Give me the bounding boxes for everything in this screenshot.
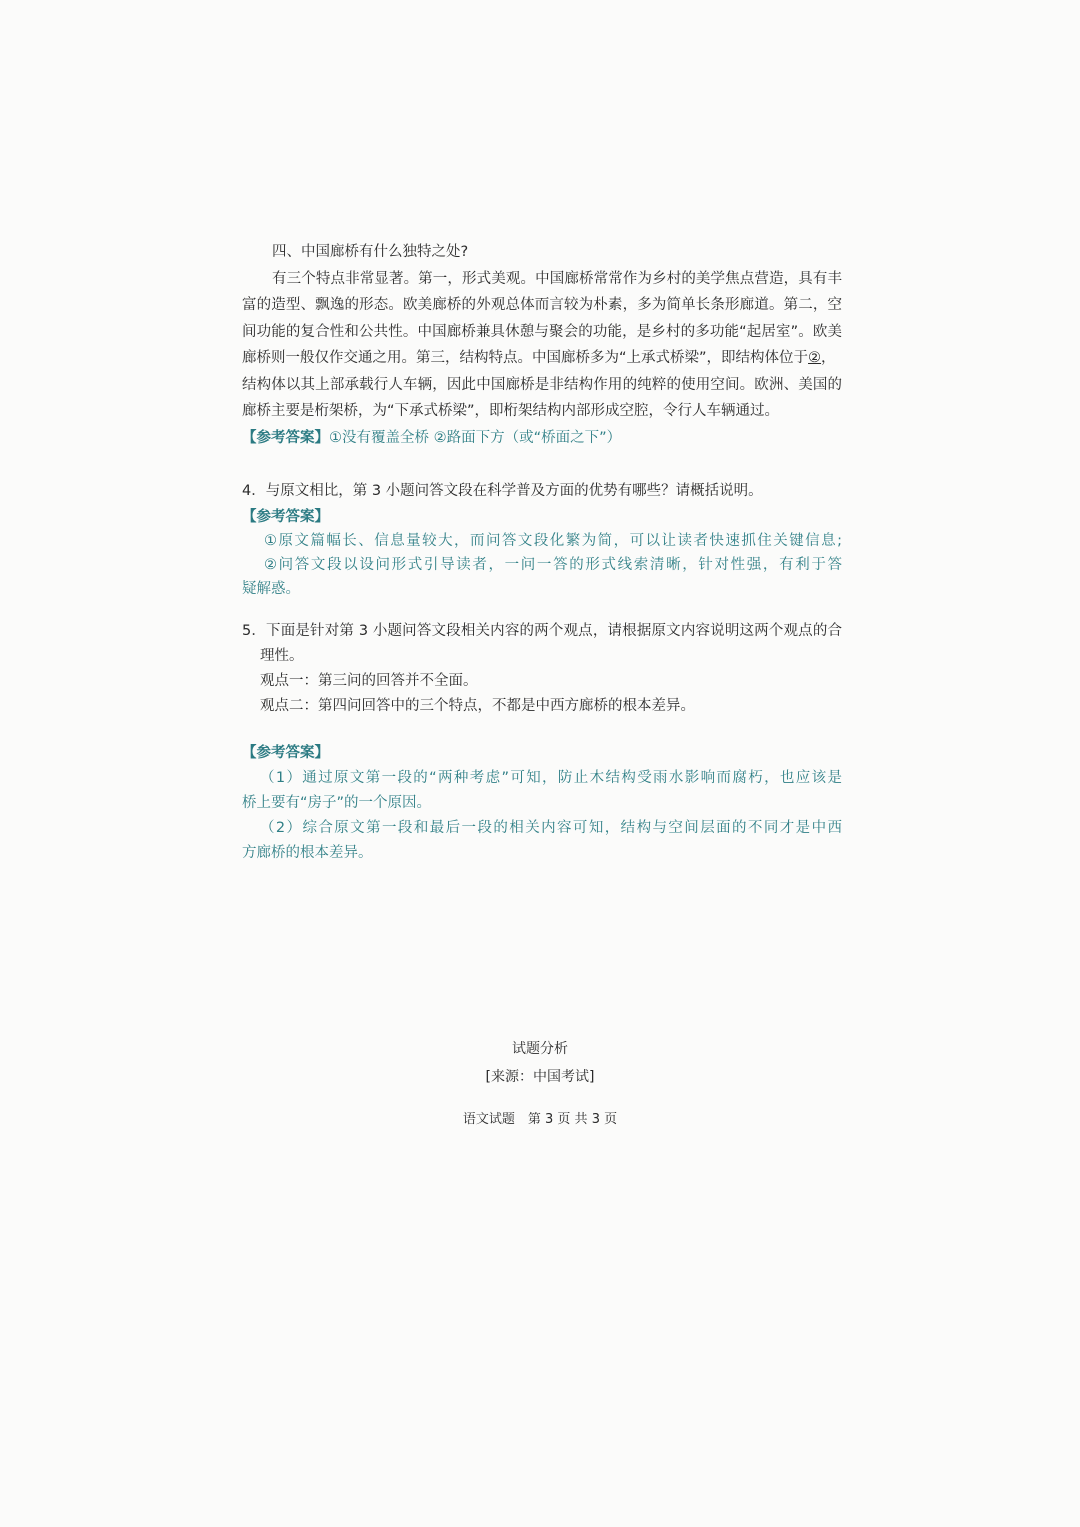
answer-line [242, 425, 842, 452]
paragraph-line: 有三个特点非常显著。第一，形式美观。中国廊桥常常作为乡村的美学焦点营造，具有丰 [272, 270, 842, 287]
section-four [242, 239, 842, 451]
answer-line: ②问答文段以设问形式引导读者，一问一答的形式线索清晰，针对性强，有利于答 [264, 556, 842, 573]
question-text: 4．与原文相比，第 3 小题问答文段在科学普及方面的优势有哪些？请概括说明。 [242, 483, 763, 499]
question-four [242, 478, 842, 601]
viewpoint-two: 观点二：第四问回答中的三个特点，不都是中西方廊桥的根本差异。 [260, 698, 695, 714]
answer-line: （1）通过原文第一段的“两种考虑”可知，防止木结构受雨水影响而腐朽，也应该是 [260, 770, 842, 786]
answer-line: 疑解惑。 [242, 580, 300, 597]
section-heading: 四、中国廊桥有什么独特之处? [272, 244, 469, 260]
answer-line: ①原文篇幅长、信息量较大，而问答文段化繁为简，可以让读者快速抓住关键信息; [264, 532, 842, 549]
answer-label: 【参考答案】 [242, 745, 329, 761]
answer-line: （2）综合原文第一段和最后一段的相关内容可知，结构与空间层面的不同才是中西 [260, 820, 842, 836]
paragraph-line: 廊桥主要是桁架桥，为“下承式桥梁”，即桁架结构内部形成空腔，令行人车辆通过。 [242, 403, 780, 419]
answer-line: 桥上要有“房子”的一个原因。 [242, 795, 432, 811]
paragraph-line: 结构体以其上部承载行人车辆，因此中国廊桥是非结构作用的纯粹的使用空间。欧洲、美国的 [242, 376, 842, 393]
blank-tail: ， [821, 350, 836, 366]
question-five-answer [242, 741, 842, 866]
paragraph-line-with-blank [242, 345, 842, 372]
question-text: 理性。 [260, 648, 304, 664]
viewpoint-one: 观点一：第三问的回答并不全面。 [260, 673, 478, 689]
paragraph-line: 间功能的复合性和公共性。中国廊桥兼具休憩与聚会的功能，是乡村的多功能“起居室”。欧美 [242, 323, 842, 340]
paragraph-text: 廊桥则一般仅作交通之用。第三，结构特点。中国廊桥多为“上承式桥梁”，即结构体位于 [242, 350, 809, 366]
answer-label: 【参考答案】 [242, 508, 329, 525]
question-five [242, 619, 842, 719]
page-info: 语文试题 第 3 页 共 3 页 [462, 1112, 618, 1127]
answer-label: 【参考答案】 [242, 429, 329, 446]
blank-mark: ② [808, 350, 822, 366]
source-label: [来源：中国考试] [485, 1069, 595, 1085]
paragraph-line: 富的造型、飘逸的形态。欧美廊桥的外观总体而言较为朴素，多为简单长条形廊道。第二，空 [242, 297, 842, 313]
analysis-label: 试题分析 [512, 1041, 568, 1057]
answer-line: 方廊桥的根本差异。 [242, 845, 373, 861]
question-text: 5．下面是针对第 3 小题问答文段相关内容的两个观点，请根据原文内容说明这两个观点的合 [242, 623, 842, 639]
answer-text: ①没有覆盖全桥 ②路面下方（或“桥面之下”） [329, 429, 622, 446]
